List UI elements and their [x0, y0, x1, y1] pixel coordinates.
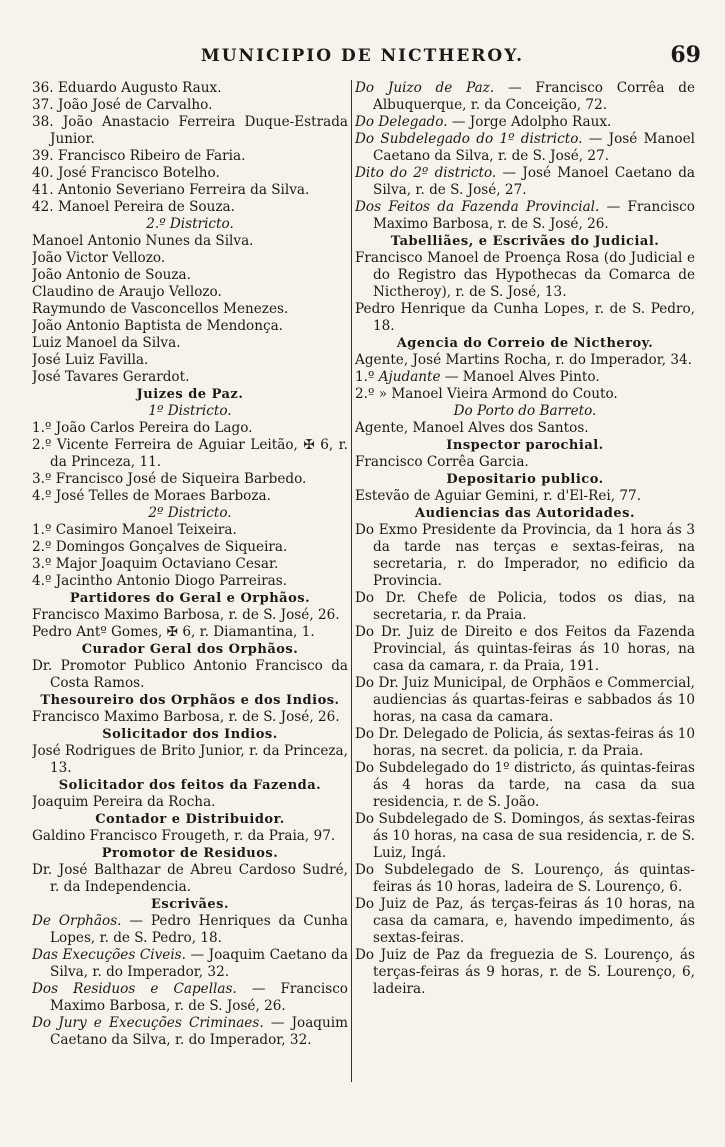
list-item: Pedro Antº Gomes, ✠ 6, r. Diamantina, 1. [32, 624, 315, 640]
page-title: MUNICIPIO DE NICTHEROY. [200, 46, 525, 66]
list-item: José Tavares Gerardot. [32, 369, 190, 385]
list-item: Do Subdelegado do 1º districto. — José Manoel Caetano da Silva, r. de S. José, 27. [355, 131, 695, 164]
left-column [32, 80, 348, 1087]
list-item: Francisco Manoel de Proença Rosa (do Judicial e do Registro das Hypothecas da Comarca de Nictheroy), r. de S. José, 13. [355, 250, 695, 300]
list-item: Do Dr. Juiz Municipal, de Orphãos e Commercial, audiencias ás quartas-feiras e sabbados ás 10 horas, na casa da camara. [355, 675, 695, 725]
list-item: 1.º João Carlos Pereira do Lago. [32, 420, 253, 436]
list-item: José Luiz Favilla. [32, 352, 149, 368]
list-item: 40. José Francisco Botelho. [32, 165, 220, 181]
list-item: José Rodrigues de Brito Junior, r. da Princeza, 13. [32, 743, 348, 776]
section-heading-curador: Curador Geral dos Orphãos. [81, 642, 299, 657]
list-item: 41. Antonio Severiano Ferreira da Silva. [32, 182, 310, 198]
section-heading-solicitador-indios: Solicitador dos Indios. [102, 727, 278, 742]
list-item: Do Exmo Presidente da Provincia, da 1 hora ás 3 da tarde nas terças e sextas-feiras, na secretaria, r. do Imperador, no edificio da Provincia. [355, 522, 695, 589]
list-item: João Victor Vellozo. [32, 250, 166, 266]
porto-title: Do Porto do Barreto. [453, 403, 597, 419]
list-item: 37. João José de Carvalho. [32, 97, 213, 113]
section-heading-thesoureiro: Thesoureiro dos Orphãos e dos Indios. [40, 693, 340, 708]
list-item: João Antonio de Souza. [32, 267, 191, 283]
list-item: 36. Eduardo Augusto Raux. [32, 80, 222, 96]
juizes-district-2-title: 2º Districto. [148, 505, 232, 521]
list-item: Dr. Promotor Publico Antonio Francisco da Costa Ramos. [32, 658, 348, 691]
list-item: 42. Manoel Pereira de Souza. [32, 199, 235, 215]
list-item: 4.º José Telles de Moraes Barboza. [32, 488, 271, 504]
list-item: Do Delegado. — Jorge Adolpho Raux. [355, 114, 612, 130]
juizes-district-1-title: 1º Districto. [148, 403, 232, 419]
list-item: 38. João Anastacio Ferreira Duque-Estrada Junior. [32, 114, 348, 147]
numbered-list-a [32, 80, 348, 216]
list-item: Das Execuções Civeis. — Joaquim Caetano da Silva, r. do Imperador, 32. [32, 947, 348, 980]
page-header [0, 40, 725, 76]
list-item: Raymundo de Vasconcellos Menezes. [32, 301, 289, 317]
list-item: Luiz Manoel da Silva. [32, 335, 181, 351]
list-item: Estevão de Aguiar Gemini, r. d'El-Rei, 77. [355, 488, 642, 504]
list-item: João Antonio Baptista de Mendonça. [32, 318, 284, 334]
list-item: Do Juiz de Paz, ás terças-feiras ás 10 horas, na casa da camara, e, havendo impedimento, ás sextas-feiras. [355, 896, 695, 946]
list-item: Dos Feitos da Fazenda Provincial. — Francisco Maximo Barbosa, r. de S. José, 26. [355, 199, 695, 232]
list-item: Dos Residuos e Capellas. — Francisco Maximo Barbosa, r. de S. José, 26. [32, 981, 348, 1014]
list-item: 1.º Casimiro Manoel Teixeira. [32, 522, 237, 538]
list-item: Manoel Antonio Nunes da Silva. [32, 233, 254, 249]
list-item: Do Dr. Delegado de Policia, ás sextas-feiras ás 10 horas, na secret. da policia, r. da Praia. [355, 726, 695, 759]
list-item: 3.º Francisco José de Siqueira Barbedo. [32, 471, 307, 487]
section-heading-promotor: Promotor de Residuos. [101, 846, 279, 861]
section-heading-solicitador-fazenda: Solicitador dos feitos da Fazenda. [58, 778, 322, 793]
list-item: Do Juiz de Paz da freguezia de S. Lourenço, ás terças-feiras ás 9 horas, r. de S. Lourenço, 6, ladeira. [355, 947, 695, 997]
section-heading-contador: Contador e Distribuidor. [95, 812, 285, 827]
district-2-title: 2.º Districto. [146, 216, 234, 232]
list-item: 2.º Domingos Gonçalves de Siqueira. [32, 539, 288, 555]
list-item: 3.º Major Joaquim Octaviano Cesar. [32, 556, 279, 572]
list-item: Galdino Francisco Frougeth, r. da Praia, 97. [32, 828, 336, 844]
list-item: Claudino de Araujo Vellozo. [32, 284, 222, 300]
list-item: Dito do 2º districto. — José Manoel Caetano da Silva, r. de S. José, 27. [355, 165, 695, 198]
section-heading-inspector: Inspector parochial. [446, 438, 604, 453]
section-heading-escrivaes: Escrivães. [150, 897, 230, 912]
list-item: De Orphãos. — Pedro Henriques da Cunha Lopes, r. de S. Pedro, 18. [32, 913, 348, 946]
section-heading-depositario: Depositario publico. [446, 472, 604, 487]
column-divider [351, 80, 352, 1082]
list-item: Do Dr. Juiz de Direito e dos Feitos da Fazenda Provincial, ás quintas-feiras ás 10 horas, na casa da camara, r. da Praia, 191. [355, 624, 695, 674]
section-heading-correio: Agencia do Correio de Nictheroy. [396, 336, 654, 351]
list-item: Do Juizo de Paz. — Francisco Corrêa de Albuquerque, r. da Conceição, 72. [355, 80, 695, 113]
section-heading-audiencias: Audiencias das Autoridades. [415, 506, 635, 521]
list-item: Francisco Maximo Barbosa, r. de S. José, 26. [32, 607, 340, 623]
section-heading-partidores: Partidores do Geral e Orphãos. [69, 591, 311, 606]
list-item: Joaquim Pereira da Rocha. [32, 794, 216, 810]
list-item: 2.º Vicente Ferreira de Aguiar Leitão, ✠ 6, r. da Princeza, 11. [32, 437, 348, 470]
list-item: Dr. José Balthazar de Abreu Cardoso Sudré, r. da Independencia. [32, 862, 348, 895]
district-2-list [32, 233, 348, 386]
list-item: Do Subdelegado do 1º districto, ás quintas-feiras ás 4 horas da tarde, na casa da sua residencia, r. de S. João. [355, 760, 695, 810]
section-heading-tabelliaes: Tabelliães, e Escrivães do Judicial. [390, 234, 660, 249]
list-item: Do Jury e Execuções Criminaes. — Joaquim Caetano da Silva, r. do Imperador, 32. [32, 1015, 348, 1048]
list-item: Pedro Henrique da Cunha Lopes, r. de S. Pedro, 18. [355, 301, 695, 334]
section-heading-juizes: Juizes de Paz. [136, 387, 244, 402]
list-item: Francisco Corrêa Garcia. [355, 454, 529, 470]
list-item: Agente, José Martins Rocha, r. do Imperador, 34. [355, 352, 692, 368]
list-item: Francisco Maximo Barbosa, r. de S. José, 26. [32, 709, 340, 725]
list-item: 1.º Ajudante — Manoel Alves Pinto. [355, 369, 600, 385]
list-item: Do Subdelegado de S. Domingos, ás sextas-feiras ás 10 horas, na casa de sua residencia, r. de S. Luiz, Ingá. [355, 811, 695, 861]
right-column [355, 80, 695, 1087]
list-item: 39. Francisco Ribeiro de Faria. [32, 148, 246, 164]
list-item: 4.º Jacintho Antonio Diogo Parreiras. [32, 573, 288, 589]
list-item: Do Subdelegado de S. Lourenço, ás quintas-feiras ás 10 horas, ladeira de S. Lourenço, 6. [355, 862, 695, 895]
list-item: Agente, Manoel Alves dos Santos. [355, 420, 589, 436]
page-number: 69 [670, 42, 701, 68]
list-item: Do Dr. Chefe de Policia, todos os dias, na secretaria, r. da Praia. [355, 590, 695, 623]
list-item: 2.º » Manoel Vieira Armond do Couto. [355, 386, 618, 402]
